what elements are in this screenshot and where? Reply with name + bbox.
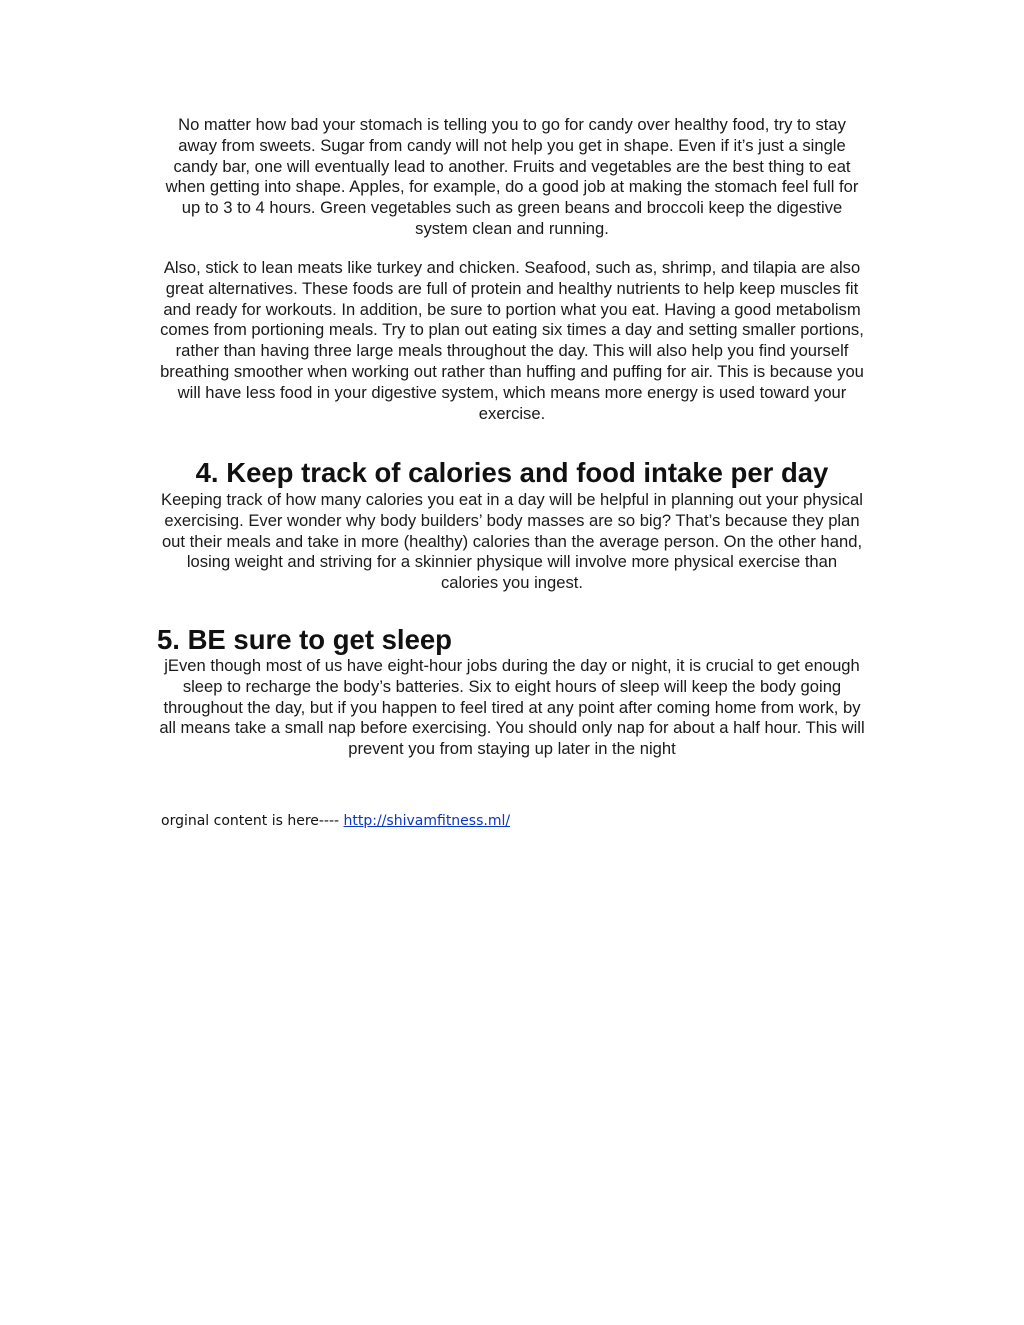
source-prefix: orginal content is here---- <box>161 813 344 829</box>
section-5-heading: 5. BE sure to get sleep <box>157 624 452 655</box>
section-5-body: jEven though most of us have eight-hour jobs during the day or night, it is crucial to get enough sleep to recharge the body’s batteries. Six to eight hours of sleep will keep the body going throughout the day, but if you happen to feel tired at any point after coming home from work, by all means take a small nap before exercising. You should only nap for about a half hour. This will prevent you from staying up later in the night <box>159 656 865 759</box>
paragraph-stomach: No matter how bad your stomach is telling you to go for candy over healthy food, try to stay away from sweets. Sugar from candy will not help you get in shape. Even if it’s just a single candy bar, one will eventually lead to another. Fruits and vegetables are the best thing to eat when getting into shape. Apples, for example, do a good job at making the stomach feel full for up to 3 to 4 hours. Green vegetables such as green beans and broccoli keep the digestive system clean and running. <box>165 115 859 238</box>
section-4-body: Keeping track of how many calories you eat in a day will be helpful in planning out your physical exercising. Ever wonder why body builders’ body masses are so big? That’s because they plan out their meals and take in more (healthy) calories than the average person. On the other hand, losing weight and striving for a skinnier physique will involve more physical exercise than calories you ingest. <box>161 490 863 593</box>
section-4-heading: 4. Keep track of calories and food intake per day <box>195 457 829 488</box>
source-line <box>161 812 510 830</box>
source-link[interactable]: http://shivamfitness.ml/ <box>343 813 511 829</box>
paragraph-lean-meats: Also, stick to lean meats like turkey and chicken. Seafood, such as, shrimp, and tilapia are also great alternatives. These foods are full of protein and healthy nutrients to help keep muscles fit and ready for workouts. In addition, be sure to portion what you eat. Having a good metabolism comes from portioning meals. Try to plan out eating six times a day and setting smaller portions, rather than having three large meals throughout the day. This will also help you find yourself breathing smoother when working out rather than huffing and puffing for air. This is because you will have less food in your digestive system, which means more energy is used toward your exercise. <box>160 258 864 423</box>
